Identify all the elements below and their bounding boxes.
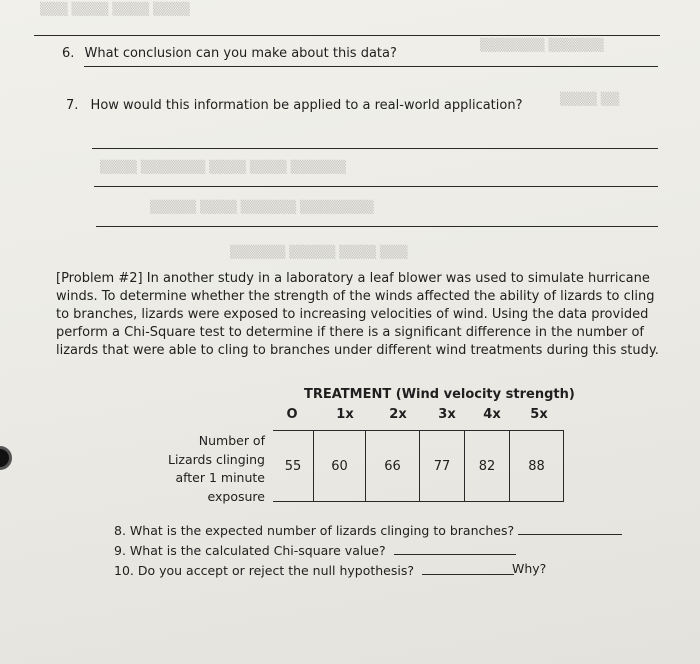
question-number: 8.: [114, 523, 126, 538]
problem-2-paragraph: [56, 270, 666, 360]
row-label-line: Number of: [198, 433, 265, 448]
bleed-through-text: ▒▒▒▒▒▒ ▒▒▒▒▒ ▒▒▒▒ ▒▒▒: [230, 245, 408, 259]
question-number: 10.: [114, 563, 134, 578]
bleed-through-text: ▒▒▒▒ ▒▒: [560, 92, 620, 106]
question-6: [62, 46, 397, 61]
problem-label: [Problem #2]: [56, 271, 143, 286]
bleed-through-text: ▒▒▒▒▒▒▒ ▒▒▒▒▒▒: [480, 38, 604, 52]
column-header: 2x: [389, 407, 407, 422]
question-text: What is the expected number of lizards clinging to branches?: [129, 523, 515, 538]
row-label: [150, 432, 265, 506]
bleed-through-text: ▒▒▒▒▒ ▒▒▒▒ ▒▒▒▒▒▒ ▒▒▒▒▒▒▒▒: [150, 200, 374, 214]
table-row: [273, 431, 564, 502]
question-8: [114, 521, 622, 541]
answer-line[interactable]: [92, 148, 658, 149]
answer-line[interactable]: [84, 66, 658, 67]
table-cell: 88: [510, 431, 564, 502]
row-label-line: Lizards clinging: [167, 451, 265, 467]
column-header: O: [286, 407, 298, 422]
question-number: 6.: [62, 46, 75, 61]
binder-hole-icon: [0, 446, 12, 470]
table-cell: 77: [420, 431, 465, 502]
question-text: What conclusion can you make about this data?: [84, 46, 397, 61]
question-text: Do you accept or reject the null hypothesis?: [137, 563, 414, 578]
table-cell: 60: [314, 431, 366, 502]
answer-line[interactable]: [394, 543, 516, 555]
why-label: Why?: [512, 561, 547, 576]
column-header: 3x: [438, 407, 456, 422]
lizard-data-table: [273, 430, 564, 502]
table-cell: 82: [465, 431, 510, 502]
question-number: 7.: [66, 98, 79, 113]
column-header: 5x: [530, 407, 548, 422]
table-cell: 66: [366, 431, 420, 502]
answer-line[interactable]: [34, 35, 660, 36]
answer-line[interactable]: [94, 186, 658, 187]
answer-line[interactable]: [518, 523, 622, 535]
problem-text: In another study in a laboratory a leaf blower was used to simulate hurricane winds. To determine whether the strength of the winds affected the ability of lizards to cling to branches, lizards were exposed to increasing velocities of wind. Using the data provided perform a Chi-Square test to determine if there is a significant difference in the number of lizards that were able to cling to branches under different wind treatments during this study.: [56, 271, 659, 358]
question-text: How would this information be applied to a real-world application?: [90, 98, 523, 113]
bleed-through-text: ▒▒▒ ▒▒▒▒ ▒▒▒▒ ▒▒▒▒: [40, 2, 190, 16]
question-9: [114, 541, 622, 561]
question-text: What is the calculated Chi-square value?: [129, 543, 386, 558]
column-header: 1x: [336, 407, 354, 422]
row-label-line: exposure: [207, 488, 265, 504]
column-header: 4x: [483, 407, 501, 422]
table-title: TREATMENT (Wind velocity strength): [304, 387, 575, 402]
answer-line[interactable]: [96, 226, 658, 227]
answer-line[interactable]: [422, 563, 514, 575]
row-label-line: after 1 minute: [175, 470, 265, 485]
question-7: [66, 98, 522, 113]
question-number: 9.: [114, 543, 126, 558]
table-cell: 55: [273, 431, 314, 502]
bleed-through-text: ▒▒▒▒ ▒▒▒▒▒▒▒ ▒▒▒▒ ▒▒▒▒ ▒▒▒▒▒▒: [100, 160, 346, 174]
